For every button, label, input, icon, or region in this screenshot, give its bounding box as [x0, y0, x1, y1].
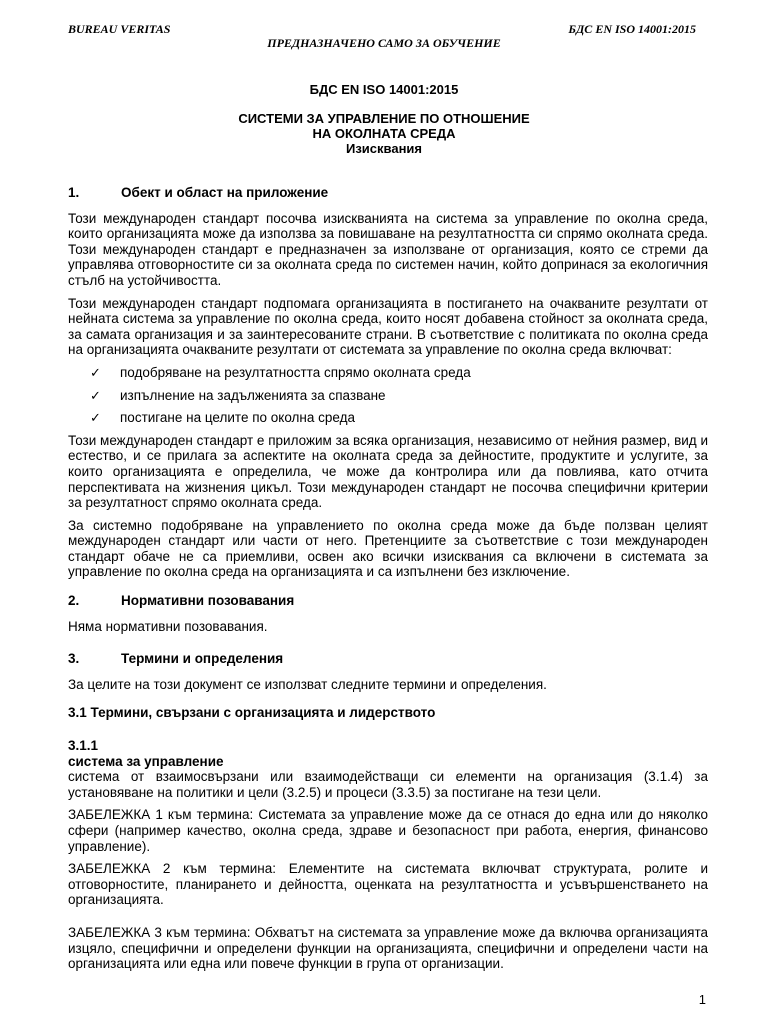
- checkmark-icon: ✓: [90, 364, 101, 380]
- list-item: ✓ изпълнение на задълженията за спазване: [68, 388, 708, 404]
- header-organization: BUREAU VERITAS: [68, 22, 171, 36]
- term-name: система за управление: [68, 753, 224, 769]
- paragraph: За целите на този документ се използват следните термини и определения.: [68, 676, 547, 692]
- outcomes-list: [68, 365, 708, 426]
- checkmark-icon: ✓: [90, 387, 101, 403]
- document-body: [68, 185, 708, 979]
- list-item: ✓ постигане на целите по околна среда: [68, 410, 708, 426]
- document-standard-title: БДС EN ISO 14001:2015: [309, 82, 459, 97]
- list-item: ✓ подобряване на резултатността спрямо околната среда: [68, 365, 708, 381]
- section-number: 3.: [68, 651, 80, 667]
- subsection-3-1-heading: 3.1 Термини, свързани с организацията и лидерството: [68, 705, 436, 721]
- paragraph: За системно подобряване на управлението по околна среда може да бъде ползван целият международен стандарт или части от него. Претенциите за съответствие с този международен стандарт обаче не са приемливи, освен ако всички изисквания са включени в системата за управление по околна среда на организацията и са изпълнени без изключение.: [68, 517, 708, 580]
- term-number: 3.1.1: [68, 738, 99, 754]
- term-definition: система от взаимосвързани или взаимодействащи си елементи на организация (3.1.4) за установяване на политики и цели (3.2.5) и процеси (3.3.5) за постигане на тези цели.: [68, 769, 708, 800]
- paragraph: Този международен стандарт посочва изискванията на система за управление по околна среда, които организацията може да използва за повишаване на резултатността си спрямо околната среда. Този международен стандарт е предназначен за използване от организация, която се стреми да управлява отговорностите си за околната среда по системен начин, който допринася за екологичния стълб на устойчивостта.: [68, 210, 708, 288]
- term-note: ЗАБЕЛЕЖКА 1 към термина: Системата за управление може да се отнася до една или до няколко сфери (например качество, околна среда, здраве и безопасност при работа, енергия, финансово управление).: [68, 807, 708, 854]
- section-number: 2.: [68, 593, 80, 609]
- term-note: ЗАБЕЛЕЖКА 2 към термина: Елементите на системата включват структурата, ролите и отговорностите, планирането и дейността, оценката на резултатността и усъвършенстването на организацията.: [68, 861, 708, 908]
- header-training-notice: ПРЕДНАЗНАЧЕНО САМО ЗА ОБУЧЕНИЕ: [267, 36, 501, 50]
- paragraph: Този международен стандарт подпомага организацията в постигането на очакваните резултати от нейната система за управление по околна среда, които носят добавена стойност за околната среда, за самата организация и за заинтересованите страни. В съответствие с политиката по околна среда на организацията очакваните резултати от системата за управление по околна среда включват:: [68, 295, 708, 358]
- document-title-line2: НА ОКОЛНАТА СРЕДА: [312, 126, 456, 141]
- document-subtitle: Изисквания: [345, 141, 422, 156]
- section-2-heading: [68, 593, 708, 609]
- page-number: 1: [698, 992, 706, 1007]
- section-1-heading: [68, 185, 708, 201]
- header-standard: БДС EN ISO 14001:2015: [568, 22, 696, 36]
- term-note: ЗАБЕЛЕЖКА 3 към термина: Обхватът на системата за управление може да включва организацията изцяло, специфични и определени функции на организацията, специфични и определени части на организацията или една или повече функции в група от организации.: [68, 924, 708, 972]
- paragraph: Този международен стандарт е приложим за всяка организация, независимо от нейния размер, вид и естество, и се прилага за аспектите на околната среда за дейностите, продуктите и услугите, за които организацията е определила, че може да контролира или да повлиява, като отчита перспективата на жизнения цикъл. Този международен стандарт не посочва специфични критерии за резултатност спрямо околната среда.: [68, 432, 708, 511]
- section-title: Термини и определения: [121, 651, 284, 667]
- section-title: Нормативни позовавания: [121, 593, 295, 609]
- document-title-line1: СИСТЕМИ ЗА УПРАВЛЕНИЕ ПО ОТНОШЕНИЕ: [238, 111, 530, 126]
- section-3-heading: [68, 651, 708, 667]
- section-number: 1.: [68, 185, 80, 200]
- checkmark-icon: ✓: [90, 410, 101, 426]
- section-title: Обект и област на приложение: [121, 185, 329, 200]
- paragraph: Няма нормативни позовавания.: [68, 618, 268, 634]
